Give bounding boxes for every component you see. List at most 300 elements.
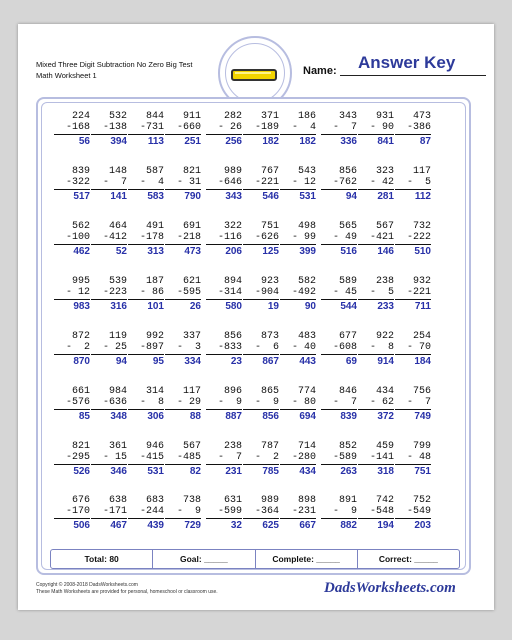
subtraction-problem [321,495,357,532]
copyright-notice [36,582,218,596]
minuend: 187 [145,276,164,287]
difference: 263 [340,466,357,477]
difference: 751 [414,466,431,477]
subtrahend: -138 [102,122,127,133]
minuend: 117 [412,166,431,177]
difference: 510 [414,246,431,257]
subtraction-problem [54,495,90,532]
subtrahend: - 5 [369,287,394,298]
minuend: 676 [71,495,90,506]
subtrahend: -608 [332,342,357,353]
difference: 399 [299,246,316,257]
minuend: 567 [375,221,394,232]
minuend: 543 [297,166,316,177]
difference: 23 [230,356,242,367]
subtrahend: -189 [254,122,279,133]
difference: 113 [147,136,164,147]
subtrahend: - 7 [406,397,431,408]
minuend: 343 [338,111,357,122]
minuend: 946 [145,441,164,452]
worksheet-title [36,59,192,81]
minuend: 691 [182,221,201,232]
subtraction-problem [54,276,90,313]
subtraction-problem [54,386,90,423]
minuend: 677 [338,331,357,342]
difference: 256 [225,136,242,147]
subtraction-problem [243,221,279,258]
subtraction-problem [321,441,357,478]
subtrahend: -549 [406,506,431,517]
difference: 887 [225,411,242,422]
subtraction-problem [206,276,242,313]
minuend: 238 [375,276,394,287]
subtraction-problem [280,441,316,478]
subtraction-problem [358,495,394,532]
subtraction-problem [206,221,242,258]
minuend: 254 [412,331,431,342]
subtrahend: - 5 [406,177,431,188]
subtraction-problem [91,495,127,532]
difference: 856 [262,411,279,422]
subtraction-problem [128,331,164,368]
subtraction-problem [280,221,316,258]
minuend: 186 [297,111,316,122]
difference: 580 [225,301,242,312]
difference: 346 [110,466,127,477]
minuend: 911 [182,111,201,122]
difference: 790 [184,191,201,202]
subtrahend: - 3 [176,342,201,353]
difference: 694 [299,411,316,422]
difference: 870 [73,356,90,367]
minuend: 844 [145,111,164,122]
subtrahend: -222 [406,232,431,243]
minuend: 992 [145,331,164,342]
minuend: 872 [71,331,90,342]
subtraction-problem [321,386,357,423]
title-line-2: Math Worksheet 1 [36,71,97,80]
subtrahend: -646 [217,177,242,188]
difference: 94 [345,191,357,202]
difference: 19 [267,301,279,312]
subtrahend: - 12 [291,177,316,188]
subtrahend: - 80 [291,397,316,408]
subtraction-problem [243,386,279,423]
subtrahend: -595 [176,287,201,298]
minuend: 337 [182,331,201,342]
difference: 182 [299,136,316,147]
subtraction-problem [321,111,357,148]
difference: 316 [110,301,127,312]
difference: 88 [189,411,201,422]
subtrahend: - 40 [291,342,316,353]
difference: 625 [262,520,279,531]
difference: 26 [189,301,201,312]
score-footer [50,549,460,569]
subtraction-problem [280,276,316,313]
difference: 711 [414,301,431,312]
subtraction-problem [165,221,201,258]
minuend: 683 [145,495,164,506]
subtraction-problem [358,276,394,313]
minuend: 117 [182,386,201,397]
subtraction-problem [321,166,357,203]
minuend: 846 [338,386,357,397]
subtrahend: -833 [217,342,242,353]
difference: 184 [414,356,431,367]
minuend: 984 [108,386,127,397]
subtrahend: - 4 [291,122,316,133]
minuend: 865 [260,386,279,397]
difference: 146 [377,246,394,257]
minuend: 567 [182,441,201,452]
subtrahend: -178 [139,232,164,243]
minuend: 562 [71,221,90,232]
difference: 52 [115,246,127,257]
minuend: 742 [375,495,394,506]
subtrahend: -660 [176,122,201,133]
subtrahend: -223 [102,287,127,298]
minuend: 459 [375,441,394,452]
subtrahend: - 8 [369,342,394,353]
subtraction-problem [395,276,431,313]
subtraction-problem [91,386,127,423]
subtraction-problem [395,166,431,203]
difference: 546 [262,191,279,202]
difference: 394 [110,136,127,147]
subtraction-problem [280,331,316,368]
difference: 94 [115,356,127,367]
minuend: 638 [108,495,127,506]
subtrahend: -231 [291,506,316,517]
minuend: 483 [297,331,316,342]
minuend: 473 [412,111,431,122]
difference: 882 [340,520,357,531]
subtrahend: -168 [65,122,90,133]
minuend: 931 [375,111,394,122]
minuend: 434 [375,386,394,397]
subtraction-problem [54,221,90,258]
subtrahend: -322 [65,177,90,188]
subtraction-problem [358,386,394,423]
subtraction-problem [395,386,431,423]
subtraction-problem [280,386,316,423]
minuend: 752 [412,495,431,506]
subtrahend: - 48 [406,452,431,463]
difference: 517 [73,191,90,202]
subtraction-problem [54,166,90,203]
difference: 667 [299,520,316,531]
subtrahend: -599 [217,506,242,517]
difference: 231 [225,466,242,477]
difference: 506 [73,520,90,531]
subtraction-problem [243,276,279,313]
difference: 867 [262,356,279,367]
subtraction-problem [206,495,242,532]
minuend: 322 [223,221,242,232]
subtraction-problem [358,331,394,368]
subtraction-problem [165,495,201,532]
minuend: 738 [182,495,201,506]
subtrahend: -904 [254,287,279,298]
difference: 141 [110,191,127,202]
subtrahend: - 49 [332,232,357,243]
minuend: 282 [223,111,242,122]
difference: 443 [299,356,316,367]
subtrahend: -626 [254,232,279,243]
difference: 90 [304,301,316,312]
subtraction-problem [206,386,242,423]
answer-key-heading: Answer Key [358,53,456,72]
correct-field: Correct: _____ [378,554,438,564]
difference: 914 [377,356,394,367]
difference: 583 [147,191,164,202]
minuend: 498 [297,221,316,232]
difference: 462 [73,246,90,257]
subtrahend: -221 [406,287,431,298]
subtrahend: - 2 [254,452,279,463]
subtraction-problem [321,221,357,258]
subtraction-problem [91,221,127,258]
difference: 841 [377,136,394,147]
minuend: 891 [338,495,357,506]
minuend: 491 [145,221,164,232]
difference: 32 [230,520,242,531]
subtraction-problem [243,166,279,203]
subtraction-problem [243,441,279,478]
subtrahend: - 7 [332,122,357,133]
minuend: 932 [412,276,431,287]
difference: 785 [262,466,279,477]
difference: 531 [147,466,164,477]
minuend: 238 [223,441,242,452]
subtrahend: - 15 [102,452,127,463]
subtraction-problem [128,386,164,423]
subtrahend: - 7 [217,452,242,463]
subtraction-problem [91,276,127,313]
difference: 87 [419,136,431,147]
subtraction-problem [395,221,431,258]
difference: 313 [147,246,164,257]
subtraction-problem [395,495,431,532]
minuend: 922 [375,331,394,342]
subtrahend: - 90 [369,122,394,133]
subtrahend: -314 [217,287,242,298]
difference: 343 [225,191,242,202]
difference: 526 [73,466,90,477]
difference: 251 [184,136,201,147]
difference: 112 [414,191,431,202]
subtraction-problem [321,276,357,313]
minuend: 732 [412,221,431,232]
subtraction-problem [280,111,316,148]
subtraction-problem [128,276,164,313]
subtrahend: - 70 [406,342,431,353]
subtraction-problem [321,331,357,368]
difference: 101 [147,301,164,312]
difference: 544 [340,301,357,312]
subtrahend: -415 [139,452,164,463]
subtraction-problem [128,166,164,203]
minuend: 565 [338,221,357,232]
minuend: 661 [71,386,90,397]
difference: 56 [78,136,90,147]
minuend: 839 [71,166,90,177]
minuend: 119 [108,331,127,342]
minuend: 923 [260,276,279,287]
total-count: Total: 80 [51,550,153,568]
subtrahend: - 2 [65,342,90,353]
difference: 531 [299,191,316,202]
subtraction-problem [395,111,431,148]
minuend: 852 [338,441,357,452]
subtraction-problem [128,441,164,478]
minuend: 314 [145,386,164,397]
subtraction-problem [54,441,90,478]
eraser-icon [231,69,277,81]
subtrahend: -731 [139,122,164,133]
subtraction-problem [165,111,201,148]
minuend: 589 [338,276,357,287]
minuend: 148 [108,166,127,177]
subtrahend: -636 [102,397,127,408]
difference: 348 [110,411,127,422]
subtraction-problem [128,221,164,258]
subtrahend: -141 [369,452,394,463]
subtrahend: -548 [369,506,394,517]
difference: 85 [78,411,90,422]
minuend: 799 [412,441,431,452]
minuend: 532 [108,111,127,122]
name-label: Name: [303,65,337,77]
difference: 125 [262,246,279,257]
subtrahend: -589 [332,452,357,463]
minuend: 224 [71,111,90,122]
subtraction-problem [358,166,394,203]
title-line-1: Mixed Three Digit Subtraction No Zero Big Test [36,60,193,69]
subtraction-problem [395,441,431,478]
subtrahend: -762 [332,177,357,188]
subtraction-problem [165,386,201,423]
subtrahend: -485 [176,452,201,463]
subtrahend: - 4 [139,177,164,188]
minuend: 821 [71,441,90,452]
subtrahend: -576 [65,397,90,408]
difference: 439 [147,520,164,531]
difference: 306 [147,411,164,422]
subtraction-problem [206,441,242,478]
subtraction-problem [54,331,90,368]
subtrahend: - 9 [254,397,279,408]
difference: 983 [73,301,90,312]
subtrahend: -100 [65,232,90,243]
subtrahend: -492 [291,287,316,298]
subtrahend: -116 [217,232,242,243]
complete-field: Complete: _____ [256,550,358,568]
difference: 95 [152,356,164,367]
subtrahend: - 26 [217,122,242,133]
minuend: 989 [223,166,242,177]
difference: 82 [189,466,201,477]
subtraction-problem [395,331,431,368]
difference: 749 [414,411,431,422]
minuend: 856 [223,331,242,342]
subtraction-problem [243,111,279,148]
minuend: 856 [338,166,357,177]
subtraction-problem [165,331,201,368]
minuend: 582 [297,276,316,287]
minuend: 896 [223,386,242,397]
minuend: 371 [260,111,279,122]
subtrahend: - 7 [102,177,127,188]
subtraction-problem [243,331,279,368]
minuend: 787 [260,441,279,452]
difference: 372 [377,411,394,422]
difference: 206 [225,246,242,257]
subtrahend: - 62 [369,397,394,408]
difference: 69 [345,356,357,367]
subtrahend: -244 [139,506,164,517]
minuend: 767 [260,166,279,177]
copyright-line-2: These Math Worksheets are provided for personal, homeschool or classroom use. [36,589,218,595]
minuend: 873 [260,331,279,342]
minuend: 539 [108,276,127,287]
subtraction-problem [206,166,242,203]
subtrahend: - 9 [176,506,201,517]
subtrahend: - 8 [139,397,164,408]
subtrahend: - 45 [332,287,357,298]
minuend: 631 [223,495,242,506]
subtrahend: -421 [369,232,394,243]
subtrahend: -386 [406,122,431,133]
subtrahend: - 86 [139,287,164,298]
subtraction-problem [91,111,127,148]
goal-field: Goal: _____ [153,550,255,568]
subtrahend: -218 [176,232,201,243]
subtraction-problem [91,441,127,478]
subtrahend: - 12 [65,287,90,298]
subtrahend: - 6 [254,342,279,353]
subtraction-problem [91,166,127,203]
minuend: 774 [297,386,316,397]
subtraction-problem [165,166,201,203]
minuend: 995 [71,276,90,287]
subtrahend: -295 [65,452,90,463]
subtrahend: -221 [254,177,279,188]
subtrahend: - 7 [332,397,357,408]
subtraction-problem [165,276,201,313]
subtraction-problem [206,331,242,368]
subtraction-problem [206,111,242,148]
difference: 281 [377,191,394,202]
difference: 516 [340,246,357,257]
subtraction-problem [91,331,127,368]
difference: 434 [299,466,316,477]
difference: 182 [262,136,279,147]
minuend: 898 [297,495,316,506]
minuend: 621 [182,276,201,287]
subtrahend: -897 [139,342,164,353]
subtraction-problem [358,221,394,258]
name-line [340,75,486,76]
difference: 233 [377,301,394,312]
difference: 318 [377,466,394,477]
minuend: 587 [145,166,164,177]
minuend: 894 [223,276,242,287]
minuend: 464 [108,221,127,232]
subtrahend: - 29 [176,397,201,408]
minuend: 714 [297,441,316,452]
